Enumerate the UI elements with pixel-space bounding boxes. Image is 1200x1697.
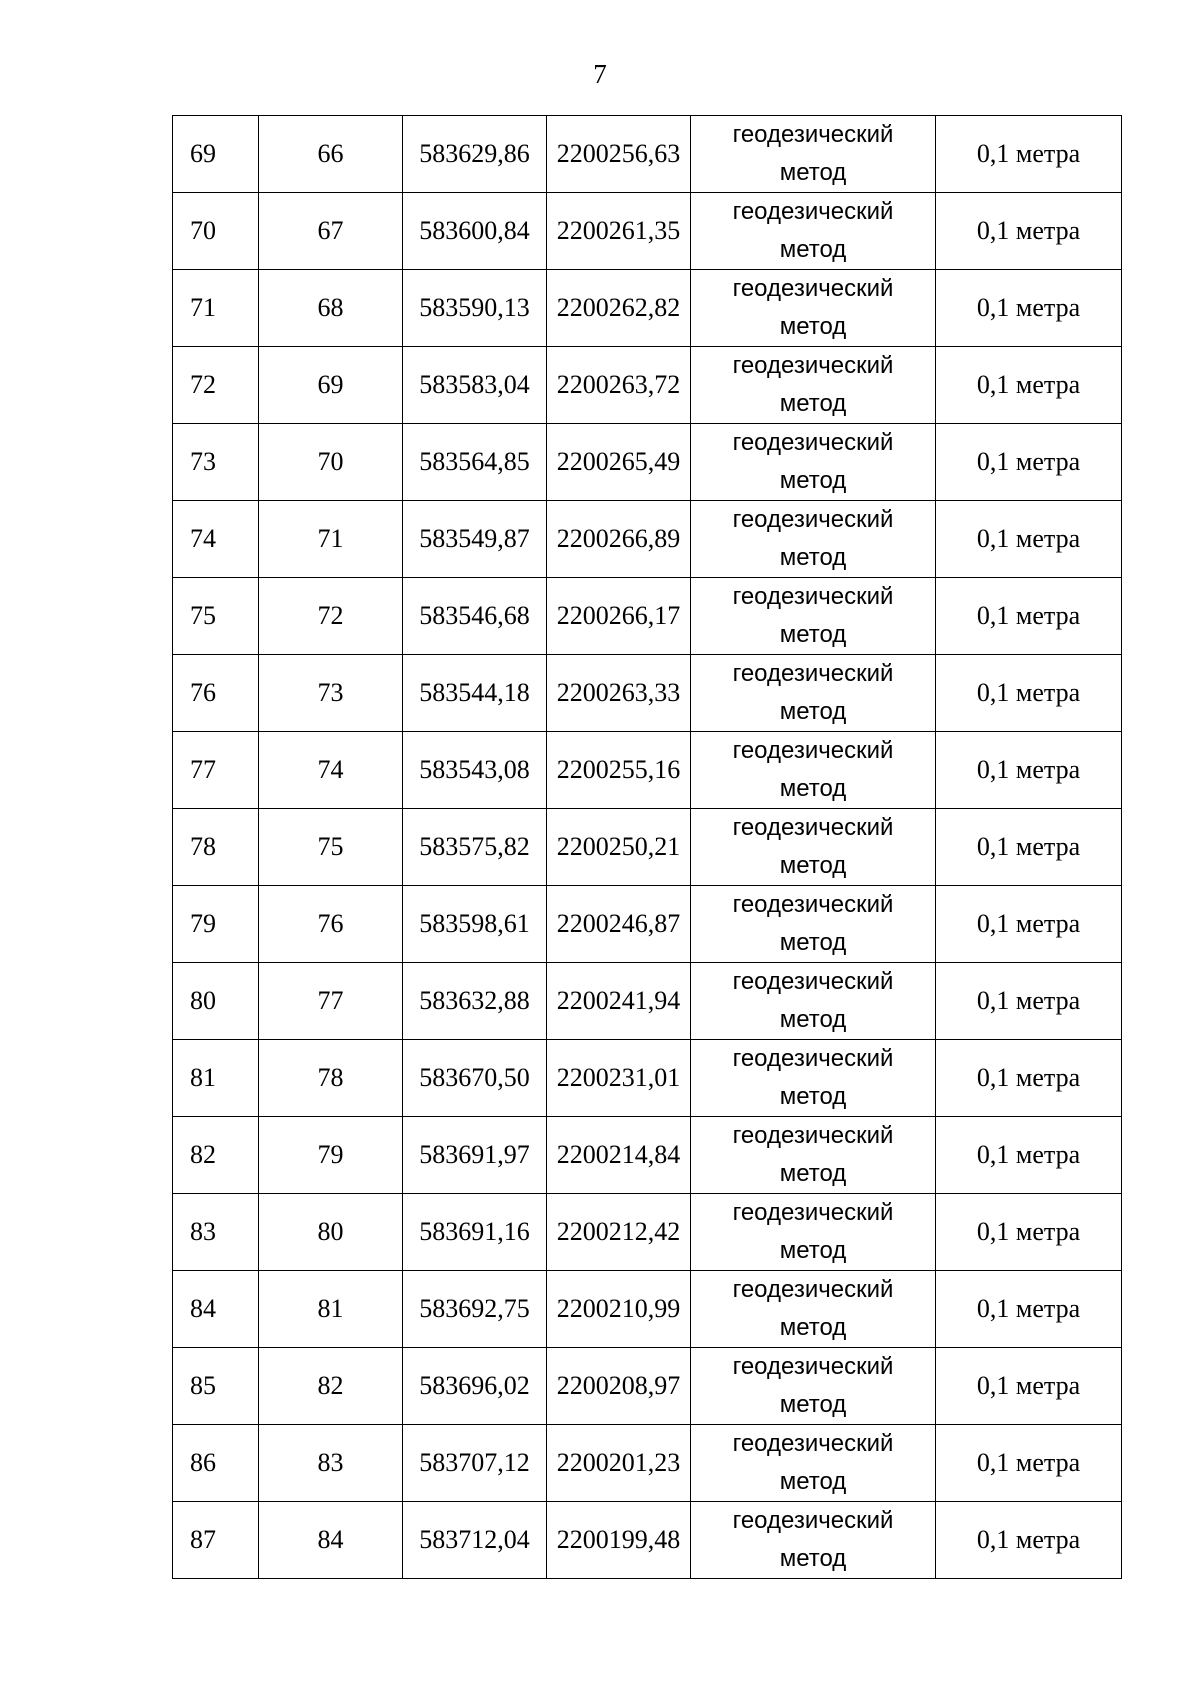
method-text: геодезический [732,968,894,995]
point-number-cell: 76 [173,655,259,732]
y-coordinate-cell: 2200255,16 [547,732,691,809]
sequence-number-cell: 69 [259,347,403,424]
method-text: метод [779,929,847,956]
y-coordinate-cell: 2200256,63 [547,116,691,193]
table-row [173,193,1122,270]
table-row [173,424,1122,501]
y-coordinate-cell: 2200231,01 [547,1040,691,1117]
method-text: геодезический [732,660,894,687]
y-coordinate-cell: 2200208,97 [547,1348,691,1425]
x-coordinate-cell: 583543,08 [403,732,547,809]
x-coordinate-cell: 583691,16 [403,1194,547,1271]
point-number-cell: 72 [173,347,259,424]
x-coordinate-cell: 583546,68 [403,578,547,655]
method-cell [691,1040,936,1117]
y-coordinate-cell: 2200201,23 [547,1425,691,1502]
table-row [173,963,1122,1040]
method-text: метод [779,236,847,263]
sequence-number-cell: 83 [259,1425,403,1502]
method-text: геодезический [732,1276,894,1303]
point-number-cell: 79 [173,886,259,963]
method-text: метод [779,313,847,340]
y-coordinate-cell: 2200265,49 [547,424,691,501]
accuracy-cell: 0,1 метра [936,193,1122,270]
method-text: геодезический [732,352,894,379]
accuracy-cell: 0,1 метра [936,1271,1122,1348]
x-coordinate-cell: 583629,86 [403,116,547,193]
method-text: метод [779,698,847,725]
method-cell [691,270,936,347]
accuracy-cell: 0,1 метра [936,886,1122,963]
point-number-cell: 69 [173,116,259,193]
sequence-number-cell: 70 [259,424,403,501]
method-text: геодезический [732,1507,894,1534]
method-text: геодезический [732,1199,894,1226]
x-coordinate-cell: 583549,87 [403,501,547,578]
method-cell [691,1271,936,1348]
table-row [173,1348,1122,1425]
point-number-cell: 83 [173,1194,259,1271]
point-number-cell: 85 [173,1348,259,1425]
method-text: метод [779,1545,847,1572]
method-cell [691,578,936,655]
method-text: геодезический [732,1045,894,1072]
accuracy-cell: 0,1 метра [936,809,1122,886]
method-cell [691,809,936,886]
y-coordinate-cell: 2200212,42 [547,1194,691,1271]
y-coordinate-cell: 2200199,48 [547,1502,691,1579]
method-cell [691,1117,936,1194]
point-number-cell: 81 [173,1040,259,1117]
table-row [173,270,1122,347]
accuracy-cell: 0,1 метра [936,424,1122,501]
method-text: геодезический [732,891,894,918]
method-text: геодезический [732,429,894,456]
method-text: метод [779,1468,847,1495]
page-number: 7 [593,59,607,89]
accuracy-cell: 0,1 метра [936,655,1122,732]
accuracy-cell: 0,1 метра [936,347,1122,424]
method-cell [691,655,936,732]
y-coordinate-cell: 2200214,84 [547,1117,691,1194]
method-cell [691,347,936,424]
accuracy-cell: 0,1 метра [936,116,1122,193]
table-row [173,655,1122,732]
sequence-number-cell: 84 [259,1502,403,1579]
point-number-cell: 77 [173,732,259,809]
method-text: метод [779,159,847,186]
table-row [173,1502,1122,1579]
method-text: геодезический [732,506,894,533]
x-coordinate-cell: 583670,50 [403,1040,547,1117]
method-text: геодезический [732,1122,894,1149]
sequence-number-cell: 75 [259,809,403,886]
y-coordinate-cell: 2200263,72 [547,347,691,424]
method-cell [691,1348,936,1425]
method-cell [691,116,936,193]
accuracy-cell: 0,1 метра [936,501,1122,578]
point-number-cell: 74 [173,501,259,578]
sequence-number-cell: 68 [259,270,403,347]
accuracy-cell: 0,1 метра [936,1117,1122,1194]
method-text: метод [779,390,847,417]
point-number-cell: 86 [173,1425,259,1502]
point-number-cell: 75 [173,578,259,655]
method-text: геодезический [732,737,894,764]
method-text: геодезический [732,1353,894,1380]
method-text: геодезический [732,121,894,148]
coordinates-table [172,115,1122,1579]
x-coordinate-cell: 583692,75 [403,1271,547,1348]
x-coordinate-cell: 583583,04 [403,347,547,424]
method-text: метод [779,1314,847,1341]
method-text: метод [779,544,847,571]
table-row [173,1425,1122,1502]
method-text: геодезический [732,814,894,841]
accuracy-cell: 0,1 метра [936,1425,1122,1502]
table-row [173,116,1122,193]
method-cell [691,1425,936,1502]
x-coordinate-cell: 583575,82 [403,809,547,886]
point-number-cell: 73 [173,424,259,501]
method-text: метод [779,1083,847,1110]
y-coordinate-cell: 2200261,35 [547,193,691,270]
method-text: метод [779,852,847,879]
y-coordinate-cell: 2200241,94 [547,963,691,1040]
sequence-number-cell: 71 [259,501,403,578]
accuracy-cell: 0,1 метра [936,1194,1122,1271]
point-number-cell: 71 [173,270,259,347]
sequence-number-cell: 77 [259,963,403,1040]
method-text: метод [779,1006,847,1033]
method-text: геодезический [732,1430,894,1457]
method-cell [691,193,936,270]
method-text: геодезический [732,198,894,225]
sequence-number-cell: 74 [259,732,403,809]
sequence-number-cell: 79 [259,1117,403,1194]
point-number-cell: 87 [173,1502,259,1579]
x-coordinate-cell: 583600,84 [403,193,547,270]
accuracy-cell: 0,1 метра [936,270,1122,347]
method-text: геодезический [732,583,894,610]
sequence-number-cell: 73 [259,655,403,732]
sequence-number-cell: 72 [259,578,403,655]
accuracy-cell: 0,1 метра [936,1348,1122,1425]
sequence-number-cell: 82 [259,1348,403,1425]
method-text: метод [779,467,847,494]
table-row [173,578,1122,655]
sequence-number-cell: 81 [259,1271,403,1348]
method-text: метод [779,621,847,648]
method-cell [691,886,936,963]
x-coordinate-cell: 583590,13 [403,270,547,347]
point-number-cell: 78 [173,809,259,886]
method-cell [691,732,936,809]
x-coordinate-cell: 583707,12 [403,1425,547,1502]
method-cell [691,1194,936,1271]
y-coordinate-cell: 2200266,17 [547,578,691,655]
point-number-cell: 82 [173,1117,259,1194]
method-cell [691,963,936,1040]
y-coordinate-cell: 2200210,99 [547,1271,691,1348]
method-text: метод [779,1160,847,1187]
table-row [173,347,1122,424]
sequence-number-cell: 78 [259,1040,403,1117]
x-coordinate-cell: 583544,18 [403,655,547,732]
y-coordinate-cell: 2200246,87 [547,886,691,963]
sequence-number-cell: 80 [259,1194,403,1271]
x-coordinate-cell: 583691,97 [403,1117,547,1194]
table-row [173,732,1122,809]
x-coordinate-cell: 583564,85 [403,424,547,501]
method-cell [691,501,936,578]
x-coordinate-cell: 583632,88 [403,963,547,1040]
method-text: метод [779,1391,847,1418]
method-text: метод [779,775,847,802]
accuracy-cell: 0,1 метра [936,963,1122,1040]
table-row [173,809,1122,886]
sequence-number-cell: 66 [259,116,403,193]
method-text: геодезический [732,275,894,302]
sequence-number-cell: 76 [259,886,403,963]
accuracy-cell: 0,1 метра [936,578,1122,655]
method-cell [691,1502,936,1579]
point-number-cell: 70 [173,193,259,270]
y-coordinate-cell: 2200266,89 [547,501,691,578]
point-number-cell: 80 [173,963,259,1040]
table-row [173,886,1122,963]
table-row [173,1194,1122,1271]
x-coordinate-cell: 583598,61 [403,886,547,963]
table-body [173,116,1122,1579]
sequence-number-cell: 67 [259,193,403,270]
y-coordinate-cell: 2200250,21 [547,809,691,886]
table-row [173,1117,1122,1194]
x-coordinate-cell: 583696,02 [403,1348,547,1425]
accuracy-cell: 0,1 метра [936,1502,1122,1579]
x-coordinate-cell: 583712,04 [403,1502,547,1579]
method-text: метод [779,1237,847,1264]
method-cell [691,424,936,501]
accuracy-cell: 0,1 метра [936,1040,1122,1117]
accuracy-cell: 0,1 метра [936,732,1122,809]
y-coordinate-cell: 2200263,33 [547,655,691,732]
point-number-cell: 84 [173,1271,259,1348]
table-row [173,1271,1122,1348]
table-row [173,501,1122,578]
y-coordinate-cell: 2200262,82 [547,270,691,347]
table-row [173,1040,1122,1117]
